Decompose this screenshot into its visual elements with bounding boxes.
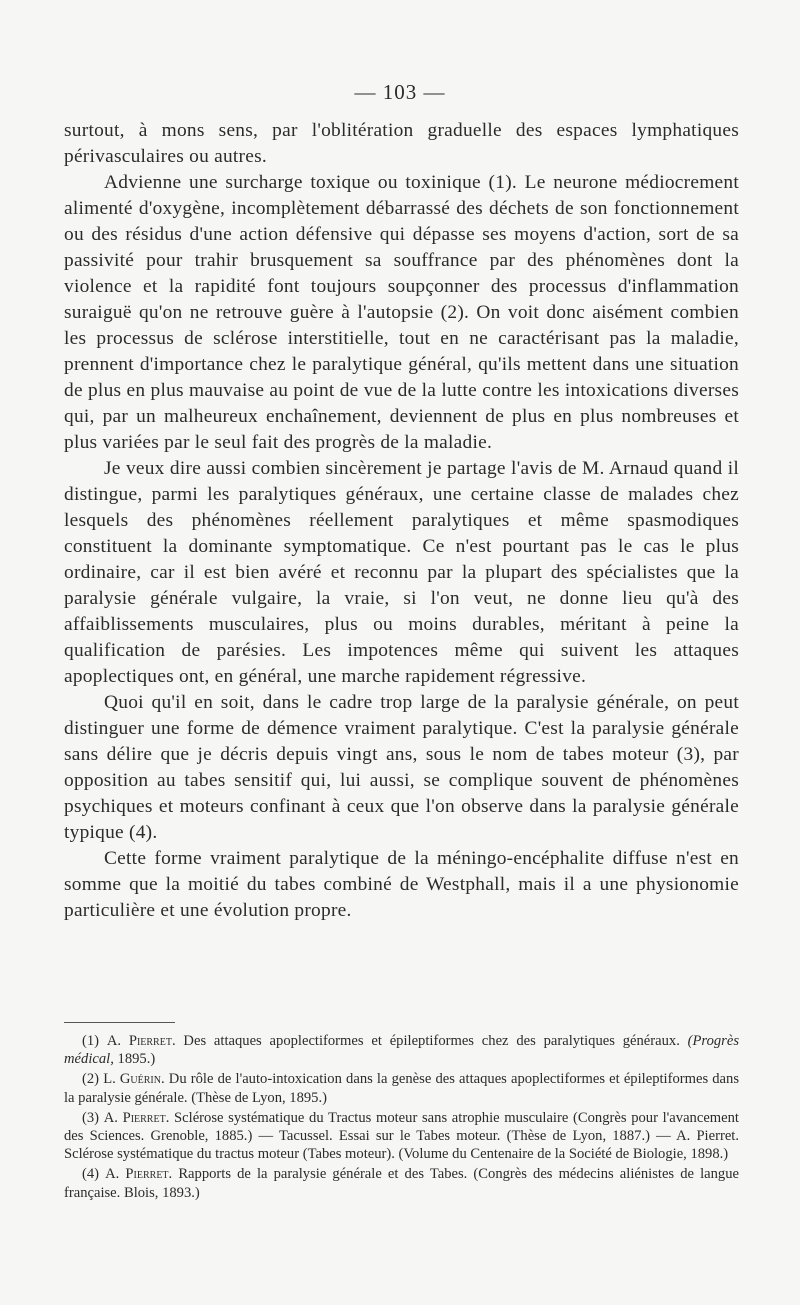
footnotes <box>64 1032 739 1204</box>
footnote-text: Rapports de la paralysie générale et des Tabes. (Congrès des médecins aliénistes de langue française. Blois, 1893.) <box>64 1166 739 1201</box>
footnote-author: A. Pierret. <box>105 1166 173 1183</box>
footnote-text: Du rôle de l'auto-intoxication dans la genèse des attaques apoplectiformes et épileptiformes dans la paralysie générale. (Thèse de Lyon, 1895.) <box>64 1071 740 1106</box>
paragraph-5: Cette forme vraiment paralytique de la méningo-encéphalite diffuse n'est en somme que la moitié du tabes combiné de Westphall, mais il a une physionomie particulière et une évolution propre. <box>64 848 739 921</box>
footnote-mark: (4) <box>82 1166 100 1183</box>
footnote-text: Sclérose systématique du Tractus moteur sans atrophie musculaire (Congrès pour l'avancement des Sciences. Grenoble, 1885.) — Tacussel. Essai sur le Tabes moteur. (Thèse de Lyon, 1887.) — A. Pierret. Sclérose systématique du tractus moteur (Tabes moteur). (Volume du Centenaire de la Société de Biologie, 1898.) <box>64 1109 739 1163</box>
footnote-4 <box>64 1165 739 1201</box>
footnote-tail: 1895.) <box>117 1051 156 1068</box>
footnote-3 <box>64 1109 739 1164</box>
footnote-mark: (1) <box>82 1033 100 1049</box>
footnote-author: L. Guérin. <box>103 1071 165 1088</box>
footnote-1 <box>64 1032 739 1068</box>
footnote-author: A. Pierret. <box>106 1033 176 1049</box>
footnote-text: Des attaques apoplectiformes et épileptiformes chez des paralytiques généraux. <box>183 1033 680 1049</box>
footnote-mark: (3) <box>82 1109 100 1126</box>
paragraph-4: Quoi qu'il en soit, dans le cadre trop large de la paralysie générale, on peut distinguer une forme de démence vraiment paralytique. C'est la paralysie générale sans délire que je décris depuis vingt ans, sous le nom de tabes moteur (3), par opposition au tabes sensitif qui, lui aussi, se complique souvent de phénomènes psychiques et moteurs confinant à ceux que l'on observe dans la paralysie générale typique (4). <box>64 692 739 843</box>
footnote-separator <box>64 1022 175 1023</box>
footnote-2 <box>64 1070 739 1106</box>
footnote-source: (Progrès médical, <box>64 1033 739 1068</box>
page-number: — 103 — <box>354 80 446 104</box>
body-text <box>64 118 739 924</box>
paragraph-1: surtout, à mons sens, par l'oblitération graduelle des espaces lymphatiques périvasculaires ou autres. <box>64 120 739 167</box>
paragraph-2: Advienne une surcharge toxique ou toxinique (1). Le neurone médiocrement alimenté d'oxygène, incomplètement débarrassé des déchets de son fonctionnement ou des résidus d'une action défensive qui dépasse ses moyens d'action, sort de sa passivité pour trahir brusquement sa souffrance par des phénomènes dont la violence et la rapidité font toujours soupçonner des processus d'inflammation suraiguë qu'on ne retrouve guère à l'autopsie (2). On voit donc aisément combien les processus de sclérose interstitielle, tout en ne caractérisant pas la maladie, prennent d'importance chez le paralytique général, qu'ils mettent dans une situation de plus en plus mauvaise au point de vue de la lutte contre les intoxications diverses qui, par un malheureux enchaînement, deviennent de plus en plus nombreuses et plus variées par le seul fait des progrès de la maladie. <box>64 172 739 453</box>
footnote-author: A. Pierret. <box>103 1109 170 1126</box>
paragraph-3: Je veux dire aussi combien sincèrement je partage l'avis de M. Arnaud quand il distingue, parmi les paralytiques généraux, une certaine classe de malades chez lesquels des phénomènes réellement paralytiques et même spasmodiques constituent la dominante symptomatique. Ce n'est pourtant pas le cas le plus ordinaire, car il est bien avéré et reconnu par la plupart des spécialistes que la paralysie générale vulgaire, la vraie, si l'on veut, ne donne lieu qu'à des affaiblissements musculaires, plus ou moins durables, méritant à peine la qualification de parésies. Les impotences même qui suivent les attaques apoplectiques ont, en général, une marche rapidement régressive. <box>64 458 739 687</box>
footnote-mark: (2) <box>82 1071 100 1088</box>
